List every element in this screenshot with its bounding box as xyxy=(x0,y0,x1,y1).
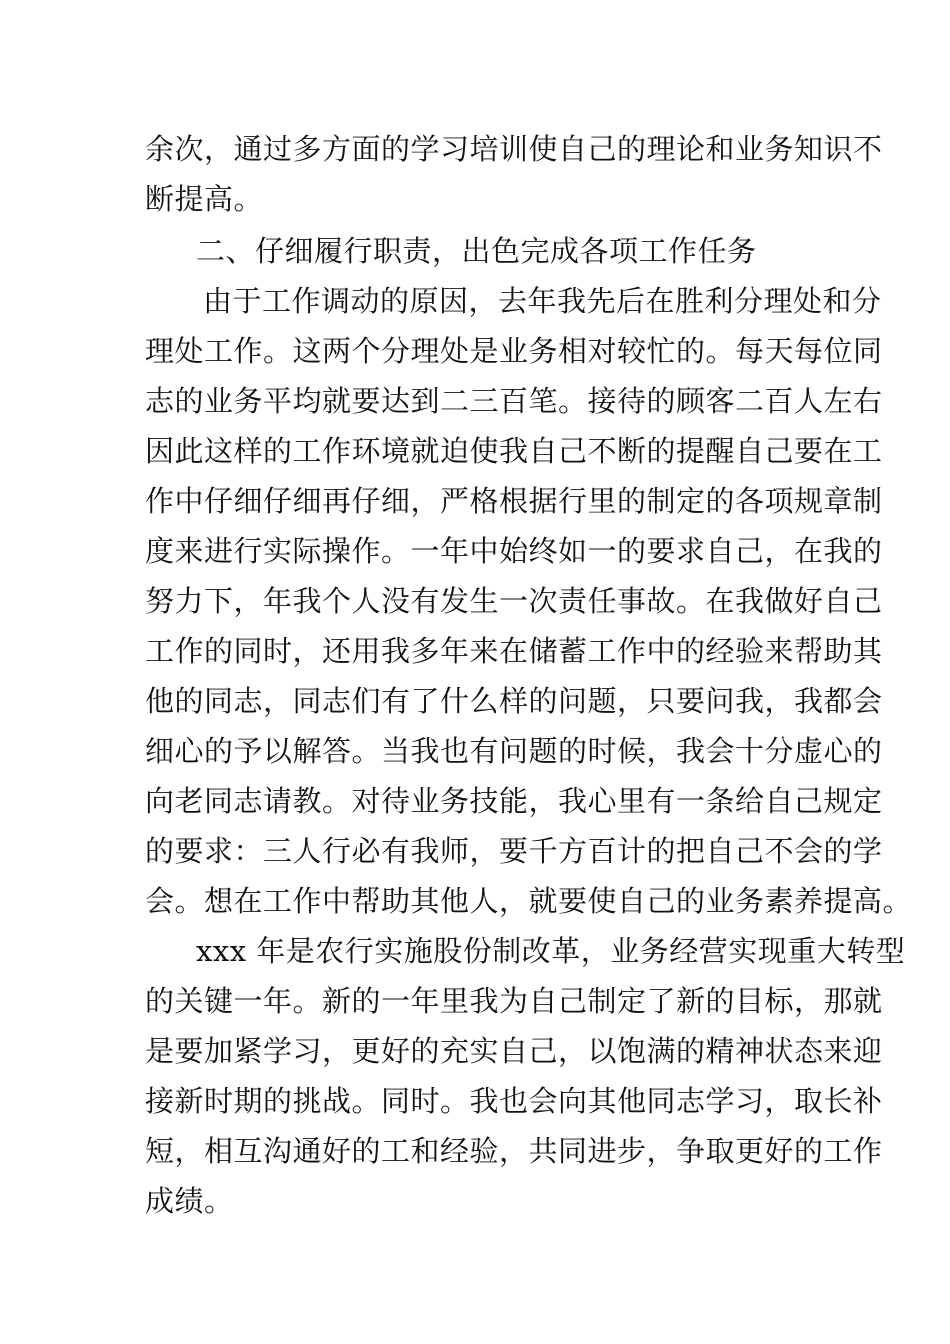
text-line: 接新时期的挑战。同时。我也会向其他同志学习，取长补 xyxy=(145,1084,883,1118)
text-line: 由于工作调动的原因，去年我先后在胜利分理处和分 xyxy=(203,284,882,318)
text-line: 努力下，年我个人没有发生一次责任事故。在我做好自己 xyxy=(145,584,883,618)
text-line: 的关键一年。新的一年里我为自己制定了新的目标，那就 xyxy=(145,984,883,1018)
text-line: 作中仔细仔细再仔细，严格根据行里的制定的各项规章制 xyxy=(145,484,883,518)
text-line: 他的同志，同志们有了什么样的问题，只要问我，我都会 xyxy=(145,684,883,718)
text-line: 细心的予以解答。当我也有问题的时候，我会十分虚心的 xyxy=(145,734,883,768)
text-line: 余次，通过多方面的学习培训使自己的理论和业务知识不 xyxy=(145,132,883,166)
text-line: 志的业务平均就要达到二三百笔。接待的顾客二百人左右 xyxy=(145,384,883,418)
text-line: 断提高。 xyxy=(145,182,264,216)
text-line: xxx 年是农行实施股份制改革，业务经营实现重大转型 xyxy=(196,934,906,968)
text-line: 是要加紧学习，更好的充实自己，以饱满的精神状态来迎 xyxy=(145,1034,883,1068)
text-line: 的要求：三人行必有我师，要千方百计的把自己不会的学 xyxy=(145,834,883,868)
section-heading: 二、仔细履行职责，出色完成各项工作任务 xyxy=(196,234,757,268)
text-line: 短，相互沟通好的工和经验，共同进步，争取更好的工作 xyxy=(145,1134,883,1168)
text-line: 工作的同时，还用我多年来在储蓄工作中的经验来帮助其 xyxy=(145,634,883,668)
text-line: 因此这样的工作环境就迫使我自己不断的提醒自己要在工 xyxy=(145,434,883,468)
text-line: 理处工作。这两个分理处是业务相对较忙的。每天每位同 xyxy=(145,334,883,368)
text-line: 成绩。 xyxy=(145,1184,234,1218)
text-line: 度来进行实际操作。一年中始终如一的要求自己，在我的 xyxy=(145,534,883,568)
text-line: 向老同志请教。对待业务技能，我心里有一条给自己规定 xyxy=(145,784,883,818)
text-line: 会。想在工作中帮助其他人，就要使自己的业务素养提高。 xyxy=(145,884,913,918)
